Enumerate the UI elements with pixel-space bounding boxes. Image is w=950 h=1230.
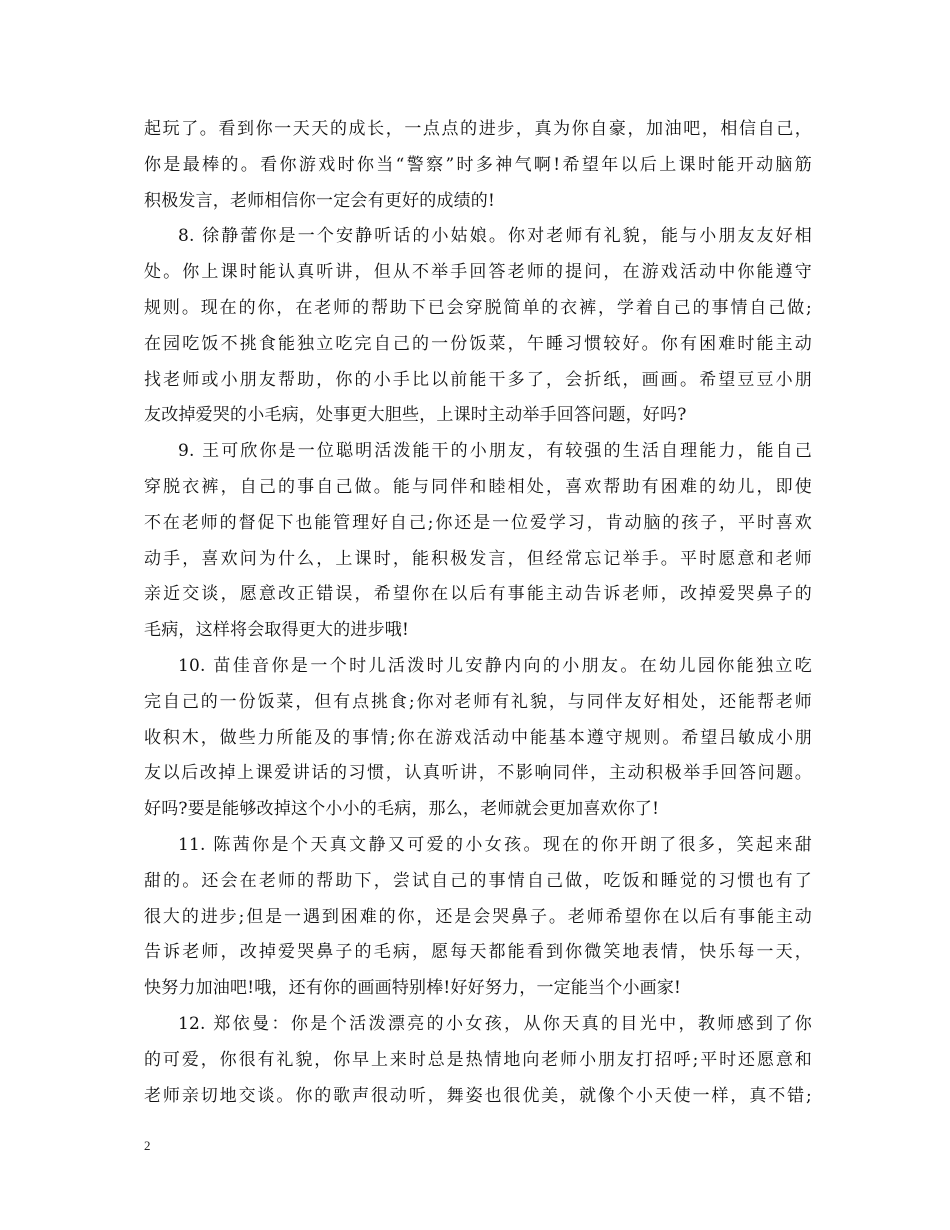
text-line: 的可爱，你很有礼貌，你早上来时总是热情地向老师小朋友打招呼;平时还愿意和 (144, 1049, 812, 1070)
text-line: 11. 陈茜你是个天真文静又可爱的小女孩。现在的你开朗了很多，笑起来甜 (178, 834, 812, 855)
text-line: 快努力加油吧!哦，还有你的画画特别棒!好好努力，一定能当个小画家! (144, 978, 682, 999)
text-line: 处。你上课时能认真听讲，但从不举手回答老师的提问，在游戏活动中你能遵守 (144, 262, 812, 283)
text-line: 9. 王可欣你是一位聪明活泼能干的小朋友，有较强的生活自理能力，能自己 (178, 441, 812, 462)
text-line: 不在老师的督促下也能管理好自己;你还是一位爱学习，肯动脑的孩子，平时喜欢 (144, 512, 812, 533)
page-number: 2 (144, 1138, 151, 1153)
text-line: 告诉老师，改掉爱哭鼻子的毛病，愿每天都能看到你微笑地表情，快乐每一天， (144, 942, 812, 963)
text-line: 动手，喜欢问为什么，上课时，能积极发言，但经常忘记举手。平时愿意和老师 (144, 548, 812, 569)
text-line: 起玩了。看到你一天天的成长，一点点的进步，真为你自豪，加油吧，相信自己， (144, 119, 812, 139)
text-line: 好吗?要是能够改掉这个小小的毛病，那么，老师就会更加喜欢你了! (144, 799, 660, 820)
text-line: 收积木，做些力所能及的事情;你在游戏活动中能基本遵守规则。希望吕敏成小朋 (144, 727, 812, 748)
text-line: 积极发言，老师相信你一定会有更好的成绩的! (144, 190, 496, 211)
text-line: 完自己的一份饭菜，但有点挑食;你对老师有礼貌，与同伴友好相处，还能帮老师 (144, 691, 812, 712)
text-line: 很大的进步;但是一遇到困难的你，还是会哭鼻子。老师希望你在以后有事能主动 (144, 906, 812, 927)
text-line: 友以后改掉上课爱讲话的习惯，认真听讲，不影响同伴，主动积极举手回答问题。 (144, 763, 812, 784)
text-line: 你是最棒的。看你游戏时你当“警察”时多神气啊!希望年以后上课时能开动脑筋 (144, 154, 812, 175)
text-line: 10. 苗佳音你是一个时儿活泼时儿安静内向的小朋友。在幼儿园你能独立吃 (178, 655, 812, 676)
text-line: 老师亲切地交谈。你的歌声很动听，舞姿也很优美，就像个小天使一样，真不错; (144, 1085, 812, 1106)
text-line: 穿脱衣裤，自己的事自己做。能与同伴和睦相处，喜欢帮助有困难的幼儿，即使 (144, 476, 812, 497)
text-line: 找老师或小朋友帮助，你的小手比以前能干多了，会折纸，画画。希望豆豆小朋 (144, 369, 812, 390)
body-text (144, 112, 812, 1114)
text-line: 12. 郑依曼：你是个活泼漂亮的小女孩，从你天真的目光中，教师感到了你 (178, 1013, 812, 1034)
text-line: 甜的。还会在老师的帮助下，尝试自己的事情自己做，吃饭和睡觉的习惯也有了 (144, 870, 812, 891)
text-line: 友改掉爱哭的小毛病，处事更大胆些，上课时主动举手回答问题，好吗? (144, 405, 687, 426)
text-line: 毛病，这样将会取得更大的进步哦! (144, 620, 410, 641)
text-line: 在园吃饭不挑食能独立吃完自己的一份饭菜，午睡习惯较好。你有困难时能主动 (144, 333, 812, 354)
text-line: 8. 徐静蕾你是一个安静听话的小姑娘。你对老师有礼貌，能与小朋友友好相 (178, 226, 812, 247)
text-line: 亲近交谈，愿意改正错误，希望你在以后有事能主动告诉老师，改掉爱哭鼻子的 (144, 584, 812, 605)
text-line: 规则。现在的你，在老师的帮助下已会穿脱简单的衣裤，学着自己的事情自己做; (144, 297, 812, 318)
